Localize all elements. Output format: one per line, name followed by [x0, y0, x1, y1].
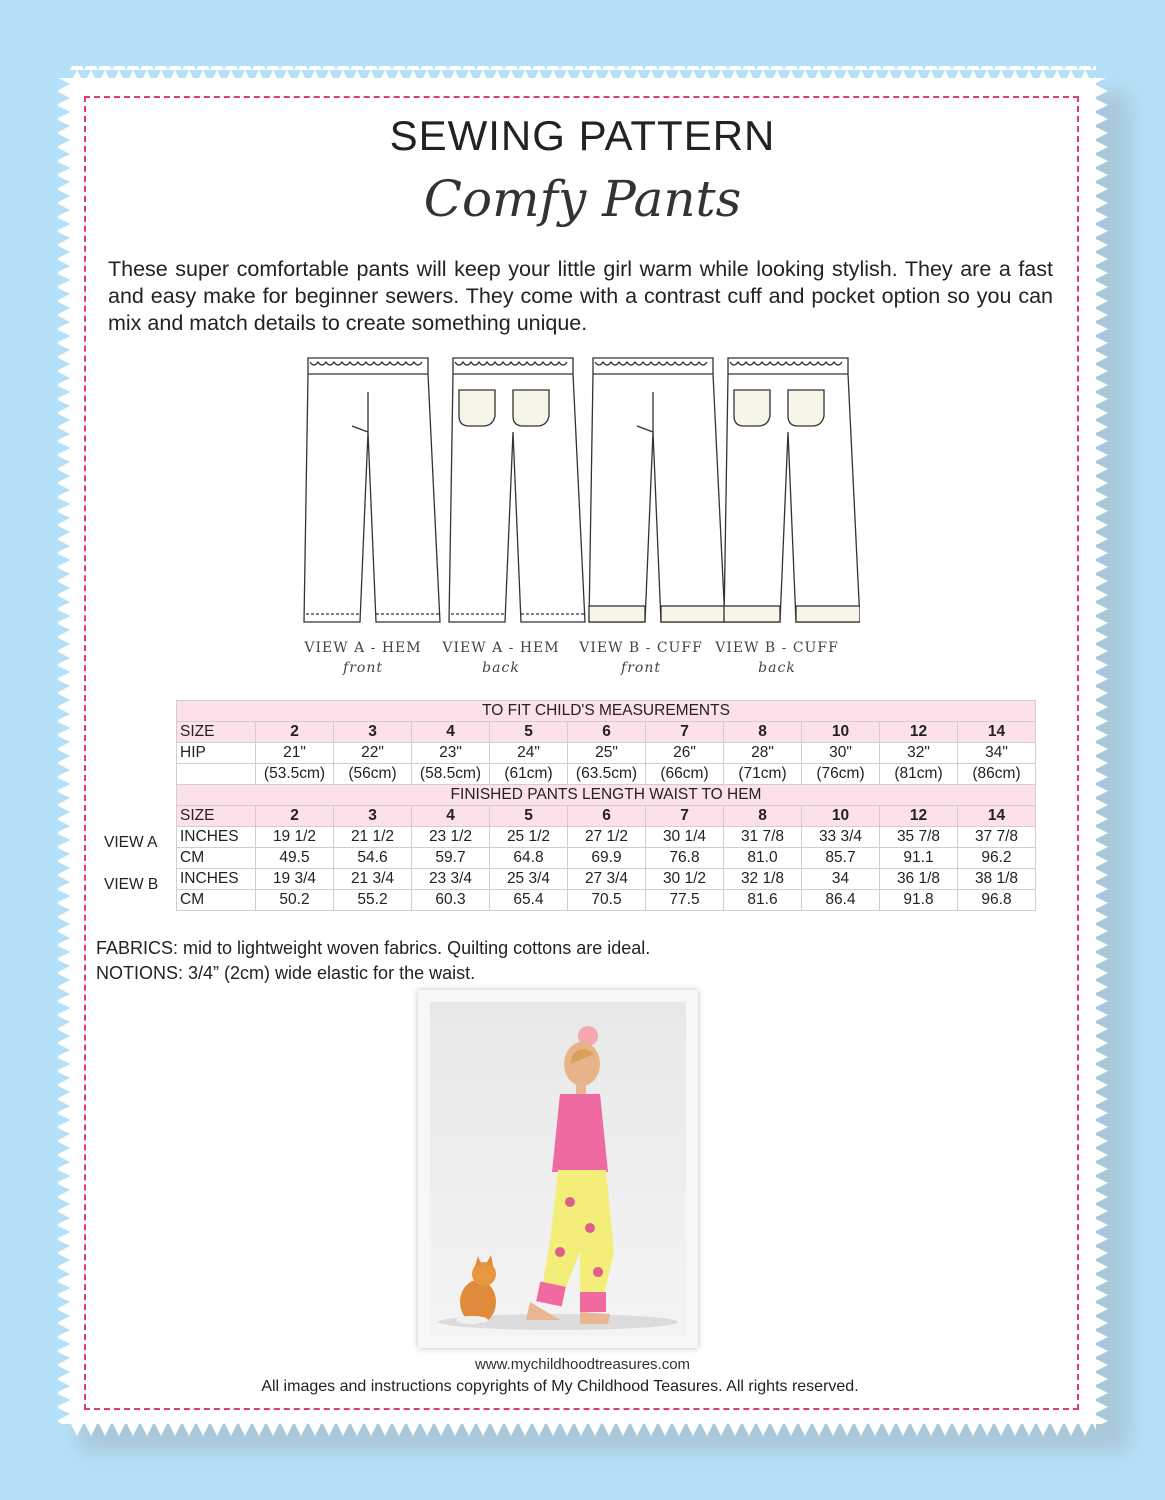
table-cell: 65.4 [490, 890, 568, 911]
table-cell: 49.5 [256, 848, 334, 869]
table-cell: 5 [490, 722, 568, 743]
table-cell: 10 [802, 722, 880, 743]
table-cell: 27 3/4 [568, 869, 646, 890]
table-cell: (63.5cm) [568, 764, 646, 785]
view-a-back-drawing [449, 358, 585, 622]
table-cell: 25 1/2 [490, 827, 568, 848]
table-cell: 25 3/4 [490, 869, 568, 890]
table-cell: 69.9 [568, 848, 646, 869]
cm-label: CM [177, 890, 256, 911]
copyright-notice: All images and instructions copyrights of My Childhood Teasures. All rights reserved. [261, 1378, 859, 1395]
table-cell: 2 [256, 722, 334, 743]
table-cell: 7 [646, 806, 724, 827]
table-cell: 8 [724, 806, 802, 827]
view-b-front-drawing [589, 358, 725, 622]
table-cell: 36 1/8 [880, 869, 958, 890]
inches-label: INCHES [177, 869, 256, 890]
inches-label: INCHES [177, 827, 256, 848]
caption-view-b-front: VIEW B - CUFF front [579, 640, 703, 676]
table-cell: 12 [880, 722, 958, 743]
table-cell: 27 1/2 [568, 827, 646, 848]
table-cell: 2 [256, 806, 334, 827]
table-cell: 31 7/8 [724, 827, 802, 848]
table-cell: 70.5 [568, 890, 646, 911]
table-cell: 3 [334, 722, 412, 743]
section-title-measurements: TO FIT CHILD'S MEASUREMENTS [177, 701, 1036, 722]
table-cell: 21 1/2 [334, 827, 412, 848]
table-cell: 28" [724, 743, 802, 764]
table-cell: 4 [412, 806, 490, 827]
caption-view-a-front: VIEW A - HEM front [304, 640, 422, 676]
view-a-inches-row [177, 827, 1036, 848]
table-cell: 50.2 [256, 890, 334, 911]
size-row [177, 722, 1036, 743]
table-cell: 14 [958, 806, 1036, 827]
view-a-front-drawing [304, 358, 440, 622]
table-cell: 12 [880, 806, 958, 827]
table-cell: 32 1/8 [724, 869, 802, 890]
table-cell: 59.7 [412, 848, 490, 869]
view-b-inches-row [177, 869, 1036, 890]
table-cell: 30" [802, 743, 880, 764]
table-cell: (81cm) [880, 764, 958, 785]
table-cell: 6 [568, 806, 646, 827]
table-cell: 91.8 [880, 890, 958, 911]
table-cell: 37 7/8 [958, 827, 1036, 848]
photo-frame [418, 990, 698, 1348]
table-cell: (76cm) [802, 764, 880, 785]
table-cell: 8 [724, 722, 802, 743]
view-a-row-label: VIEW A [104, 834, 158, 851]
hip-inches-row [177, 743, 1036, 764]
table-cell: 24" [490, 743, 568, 764]
fabrics-text: FABRICS: mid to lightweight woven fabrics. Quilting cottons are ideal. [96, 938, 651, 958]
website-url[interactable]: www.mychildhoodtreasures.com [474, 1356, 691, 1373]
table-cell: 34" [958, 743, 1036, 764]
section-title-finished-length: FINISHED PANTS LENGTH WAIST TO HEM [177, 785, 1036, 806]
table-cell: 35 7/8 [880, 827, 958, 848]
table-cell: 81.6 [724, 890, 802, 911]
table-cell: 26" [646, 743, 724, 764]
table-cell: 23" [412, 743, 490, 764]
table-cell: 5 [490, 806, 568, 827]
table-cell: 14 [958, 722, 1036, 743]
table-cell: 22" [334, 743, 412, 764]
view-b-row-label: VIEW B [104, 876, 159, 893]
view-b-back-drawing [724, 358, 860, 622]
table-cell: 30 1/4 [646, 827, 724, 848]
table-cell: 96.2 [958, 848, 1036, 869]
table-cell: (53.5cm) [256, 764, 334, 785]
table-cell: 4 [412, 722, 490, 743]
table-cell: 21 3/4 [334, 869, 412, 890]
table-cell: 96.8 [958, 890, 1036, 911]
table-cell: (58.5cm) [412, 764, 490, 785]
table-cell: 30 1/2 [646, 869, 724, 890]
technical-drawings [300, 352, 860, 632]
table-cell: 23 1/2 [412, 827, 490, 848]
table-cell: 34 [802, 869, 880, 890]
table-cell: 81.0 [724, 848, 802, 869]
table-cell: (71cm) [724, 764, 802, 785]
notions-text: NOTIONS: 3/4” (2cm) wide elastic for the waist. [96, 963, 476, 983]
size-chart [176, 700, 1036, 911]
cm-label: CM [177, 848, 256, 869]
table-cell: 85.7 [802, 848, 880, 869]
table-cell: (56cm) [334, 764, 412, 785]
size-row [177, 806, 1036, 827]
table-cell: 10 [802, 806, 880, 827]
size-label: SIZE [177, 722, 256, 743]
product-photo [430, 1002, 686, 1336]
table-cell: (61cm) [490, 764, 568, 785]
table-cell: 60.3 [412, 890, 490, 911]
hip-label: HIP [177, 743, 256, 764]
table-cell: 54.6 [334, 848, 412, 869]
table-cell: 23 3/4 [412, 869, 490, 890]
table-cell: (86cm) [958, 764, 1036, 785]
table-cell: 38 1/8 [958, 869, 1036, 890]
page-title: SEWING PATTERN [389, 112, 776, 159]
view-b-cm-row [177, 890, 1036, 911]
description: These super comfortable pants will keep your little girl warm while looking stylish. They are a fast and easy make for beginner sewers. They come with a contrast cuff and pocket option so you can mix and match details to create something unique. [108, 257, 1053, 335]
table-cell: 25" [568, 743, 646, 764]
table-cell: 3 [334, 806, 412, 827]
pattern-name: Comfy Pants [423, 170, 742, 228]
table-cell: 32" [880, 743, 958, 764]
table-cell: 55.2 [334, 890, 412, 911]
caption-view-b-back: VIEW B - CUFF back [715, 640, 839, 676]
table-cell: 21" [256, 743, 334, 764]
table-cell: 77.5 [646, 890, 724, 911]
hip-cm-row [177, 764, 1036, 785]
table-cell: 86.4 [802, 890, 880, 911]
table-cell: 7 [646, 722, 724, 743]
size-label: SIZE [177, 806, 256, 827]
materials [96, 936, 650, 986]
table-cell: 6 [568, 722, 646, 743]
table-cell: 76.8 [646, 848, 724, 869]
caption-view-a-back: VIEW A - HEM back [442, 640, 560, 676]
table-cell: 64.8 [490, 848, 568, 869]
table-cell: 33 3/4 [802, 827, 880, 848]
table-cell: (66cm) [646, 764, 724, 785]
table-cell: 19 1/2 [256, 827, 334, 848]
table-cell: 19 3/4 [256, 869, 334, 890]
view-a-cm-row [177, 848, 1036, 869]
table-cell: 91.1 [880, 848, 958, 869]
